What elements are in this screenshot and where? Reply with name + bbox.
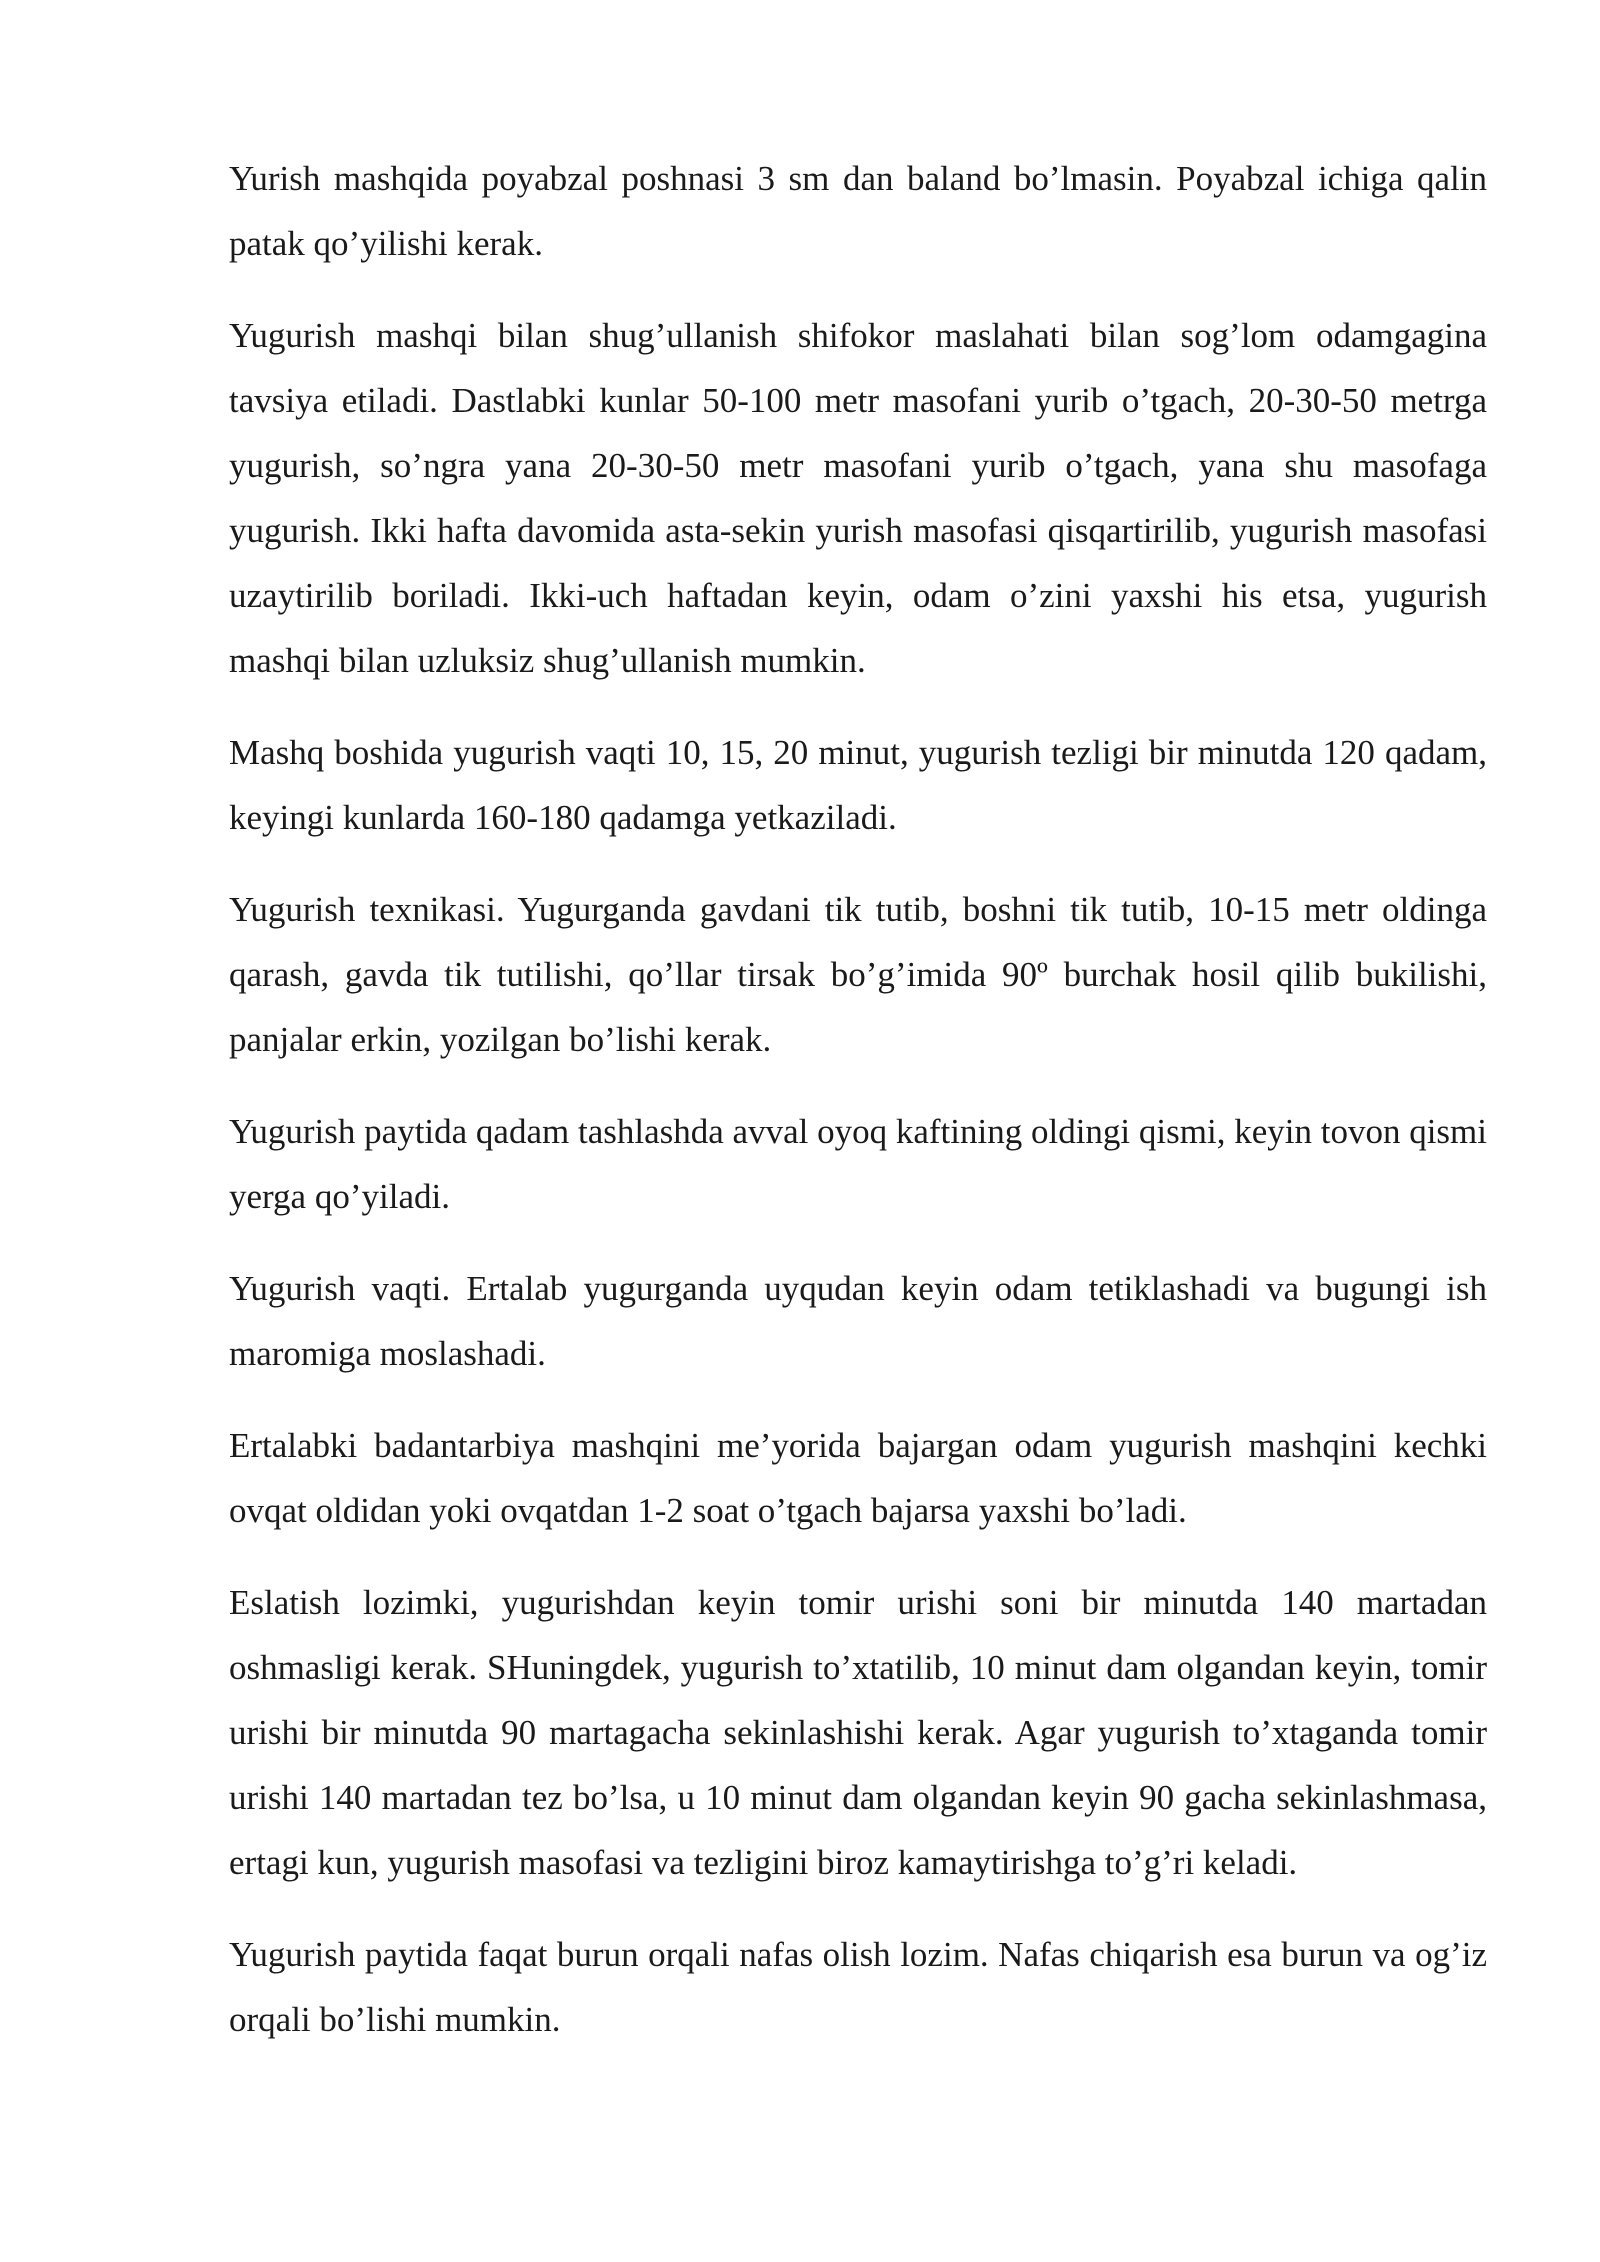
paragraph-running-time-of-day: Yugurish vaqti. Ertalab yugurganda uyqudan keyin odam tetiklashadi va bugungi ish maromiga moslashadi. (229, 1269, 1487, 1373)
paragraph-morning-exercise: Ertalabki badantarbiya mashqini me’yorida bajargan odam yugurish mashqini kechki ovqat oldidan yoki ovqatdan 1-2 soat o’tgach bajarsa yaxshi bo’ladi. (229, 1426, 1487, 1530)
paragraph-running-time-speed: Mashq boshida yugurish vaqti 10, 15, 20 minut, yugurish tezligi bir minutda 120 qadam, keyingi kunlarda 160-180 qadamga yetkaziladi. (229, 733, 1487, 837)
document-body (229, 146, 1487, 2079)
paragraph-running-advice: Yugurish mashqi bilan shug’ullanish shifokor maslahati bilan sog’lom odamgagina tavsiya etiladi. Dastlabki kunlar 50-100 metr masofani yurib o’tgach, 20-30-50 metrga yugurish, so’ngra yana 20-30-50 metr masofani yurib o’tgach, yana shu masofaga yugurish. Ikki hafta davomida asta-sekin yurish masofasi qisqartirilib, yugurish masofasi uzaytirilib boriladi. Ikki-uch haftadan keyin, odam o’zini yaxshi his etsa, yugurish mashqi bilan uzluksiz shug’ullanish mumkin. (229, 316, 1487, 680)
paragraph-breathing: Yugurish paytida faqat burun orqali nafas olish lozim. Nafas chiqarish esa burun va og’iz orqali bo’lishi mumkin. (229, 1935, 1487, 2039)
paragraph-pulse-reminder: Eslatish lozimki, yugurishdan keyin tomir urishi soni bir minutda 140 martadan oshmasligi kerak. SHuningdek, yugurish to’xtatilib, 10 minut dam olgandan keyin, tomir urishi bir minutda 90 martagacha sekinlashishi kerak. Agar yugurish to’xtaganda tomir urishi 140 martadan tez bo’lsa, u 10 minut dam olgandan keyin 90 gacha sekinlashmasa, ertagi kun, yugurish masofasi va tezligini biroz kamaytirishga to’g’ri keladi. (229, 1583, 1487, 1882)
paragraph-shoes: Yurish mashqida poyabzal poshnasi 3 sm dan baland bo’lmasin. Poyabzal ichiga qalin patak qo’yilishi kerak. (229, 159, 1487, 263)
paragraph-running-technique: Yugurish texnikasi. Yugurganda gavdani tik tutib, boshni tik tutib, 10-15 metr oldinga qarash, gavda tik tutilishi, qo’llar tirsak bo’g’imida 90º burchak hosil qilib bukilishi, panjalar erkin, yozilgan bo’lishi kerak. (229, 890, 1487, 1059)
paragraph-foot-placement: Yugurish paytida qadam tashlashda avval oyoq kaftining oldingi qismi, keyin tovon qismi yerga qo’yiladi. (229, 1112, 1487, 1216)
